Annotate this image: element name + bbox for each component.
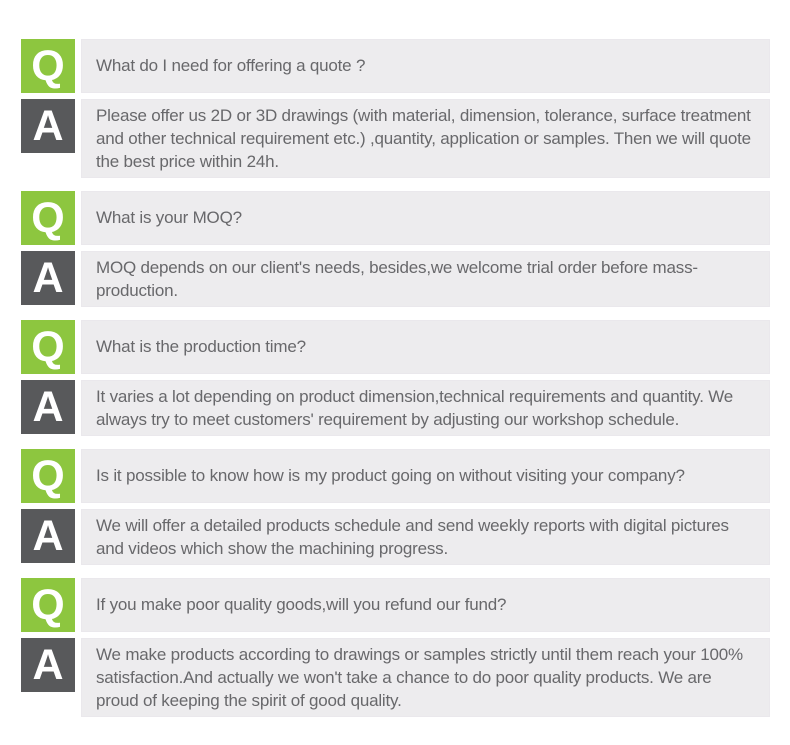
- question-badge: Q: [21, 191, 75, 245]
- faq-answer-row: [21, 509, 770, 565]
- question-text: What do I need for offering a quote ?: [81, 39, 770, 93]
- answer-text: MOQ depends on our client's needs, besides,we welcome trial order before mass-production.: [81, 251, 770, 307]
- faq-question-row: [21, 320, 770, 374]
- faq-question-row: [21, 191, 770, 245]
- faq-pair: [21, 191, 770, 307]
- answer-text: We will offer a detailed products schedule and send weekly reports with digital pictures and videos which show the machining progress.: [81, 509, 770, 565]
- faq-pair: [21, 39, 770, 178]
- answer-text: We make products according to drawings or samples strictly until them reach your 100% satisfaction.And actually we won't take a chance to do poor quality products. We are proud of keeping the spirit of good quality.: [81, 638, 770, 717]
- faq-answer-row: [21, 638, 770, 717]
- question-badge: Q: [21, 320, 75, 374]
- question-badge: Q: [21, 39, 75, 93]
- question-text: Is it possible to know how is my product going on without visiting your company?: [81, 449, 770, 503]
- question-text: If you make poor quality goods,will you refund our fund?: [81, 578, 770, 632]
- answer-badge: A: [21, 251, 75, 305]
- question-badge: Q: [21, 449, 75, 503]
- answer-text: Please offer us 2D or 3D drawings (with material, dimension, tolerance, surface treatment and other technical requirement etc.) ,quantity, application or samples. Then we will quote the best price within 24h.: [81, 99, 770, 178]
- answer-badge: A: [21, 99, 75, 153]
- faq-answer-row: [21, 99, 770, 178]
- faq-question-row: [21, 578, 770, 632]
- answer-badge: A: [21, 509, 75, 563]
- faq-question-row: [21, 39, 770, 93]
- faq-pair: [21, 449, 770, 565]
- faq-pair: [21, 578, 770, 717]
- faq-question-row: [21, 449, 770, 503]
- faq-pair: [21, 320, 770, 436]
- faq-answer-row: [21, 251, 770, 307]
- faq-answer-row: [21, 380, 770, 436]
- question-badge: Q: [21, 578, 75, 632]
- answer-badge: A: [21, 380, 75, 434]
- question-text: What is the production time?: [81, 320, 770, 374]
- answer-text: It varies a lot depending on product dimension,technical requirements and quantity. We always try to meet customers' requirement by adjusting our workshop schedule.: [81, 380, 770, 436]
- answer-badge: A: [21, 638, 75, 692]
- question-text: What is your MOQ?: [81, 191, 770, 245]
